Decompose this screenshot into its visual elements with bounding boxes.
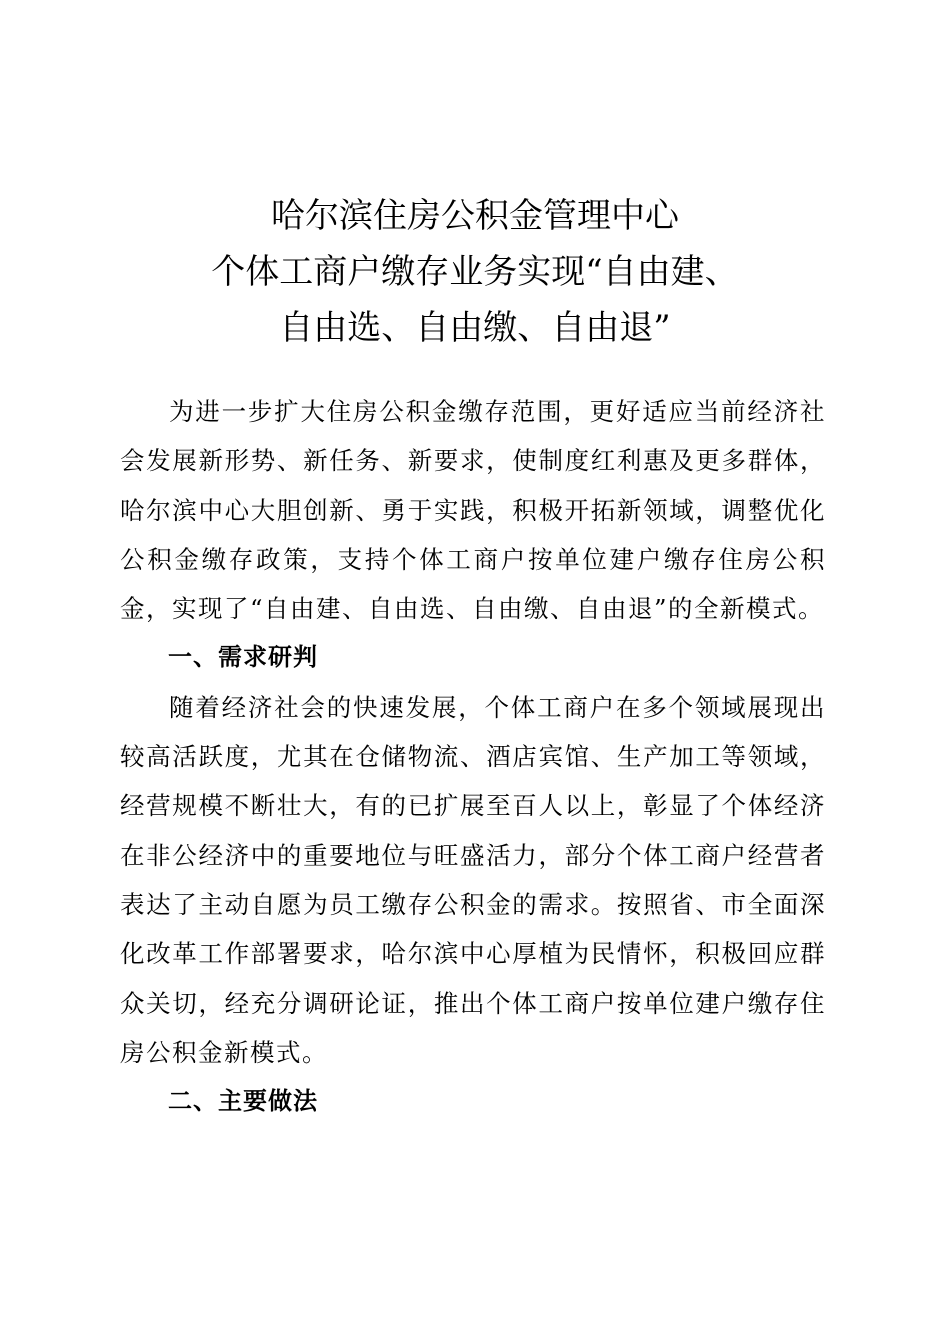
section-heading-1: 一、需求研判	[168, 643, 318, 672]
document-body	[120, 387, 826, 1126]
section-heading-2: 二、主要做法	[168, 1087, 318, 1116]
title-line-1: 哈尔滨住房公积金管理中心	[271, 196, 679, 236]
section-paragraph-1: 随着经济社会的快速发展，个体工商户在多个领域展现出较高活跃度，尤其在仓储物流、酒店宾馆、生产加工等领域，经营规模不断壮大，有的已扩展至百人以上，彰显了个体经济在非公经济中的重要地位与旺盛活力，部分个体工商户经营者表达了主动自愿为员工缴存公积金的需求。按照省、市全面深化改革工作部署要求，哈尔滨中心厚植为民情怀，积极回应群众关切，经充分调研论证，推出个体工商户按单位建户缴存住房公积金新模式。	[120, 692, 826, 1067]
document-title	[120, 188, 830, 356]
intro-paragraph: 为进一步扩大住房公积金缴存范围，更好适应当前经济社会发展新形势、新任务、新要求，使制度红利惠及更多群体，哈尔滨中心大胆创新、勇于实践，积极开拓新领域，调整优化公积金缴存政策，支持个体工商户按单位建户缴存住房公积金，实现了“自由建、自由选、自由缴、自由退”的全新模式。	[120, 397, 826, 624]
title-line-2: 个体工商户缴存业务实现“自由建、	[211, 252, 739, 292]
title-line-3: 自由选、自由缴、自由退”	[279, 308, 671, 348]
